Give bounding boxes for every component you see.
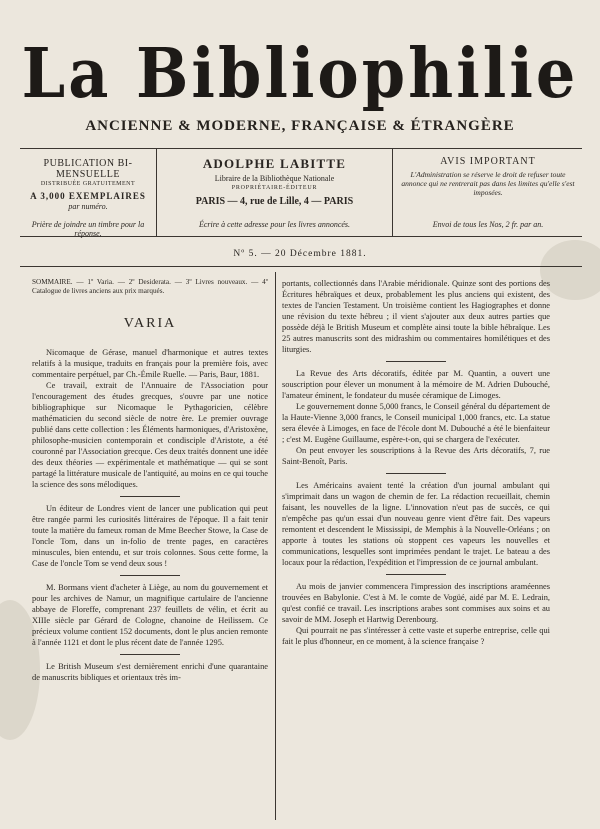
- print-run-line: A 3,000 EXEMPLAIRES: [30, 191, 146, 201]
- section-heading: VARIA: [123, 316, 177, 331]
- left-column: [32, 278, 268, 683]
- header-center-box: [157, 156, 392, 234]
- publication-line: PUBLICATION BI-MENSUELLE: [43, 158, 133, 180]
- subscription-note: Envoi de tous les Nos, 2 fr. par an.: [432, 220, 544, 229]
- header-left-box: [20, 158, 156, 238]
- article-paragraph: portants, collectionnés dans l'Arabie méridionale. Quinze sont des portions des Écritures hébraïques et deux, probablement les plus anciens qui existent, des textes de l'ancien Testament. Un troisième contient les Hagiographes et donne une révision du texte hébreu ; il vient s'ajouter aux deux autres parties que possède déjà le British Museum et complète ainsi toute la bible hébraïque. Les 25 autres manuscrits sont des midrashim ou commentaires homilétiques et des liturgies.: [282, 279, 550, 354]
- article-separator: [120, 575, 180, 576]
- right-column: [282, 278, 550, 647]
- column-divider: [275, 272, 276, 820]
- article-paragraph: Le British Museum s'est dernièrement enrichi d'une quarantaine de manuscrits bibliques et orientaux très im-: [32, 662, 268, 682]
- publisher-role: PROPRIÉTAIRE-ÉDITEUR: [231, 185, 318, 191]
- masthead-title: La Bibliophilie: [21, 33, 579, 114]
- publisher-name: ADOLPHE LABITTE: [202, 156, 347, 171]
- article-separator: [386, 574, 446, 575]
- left-footer-note: Prière de joindre un timbre pour la réponse.: [31, 220, 145, 238]
- article-separator: [386, 361, 446, 362]
- article-paragraph: Nicomaque de Gérase, manuel d'harmonique et autres textes relatifs à la musique, traduits en français pour la première fois, avec commentaire perpétuel, par Ch.-Émile Ruelle. — Paris, Baur, 1881.: [32, 348, 268, 379]
- article-paragraph: Les Américains avaient tenté la création d'un journal ambulant qui s'imprimait dans un wagon de chemin de fer. La rédaction recueillait, chemin faisant, les nouvelles de la ligne. L'innovation n'eut pas de succès, ce qui n'empêche pas qu'un essai d'un nouveau genre vient d'être fait. Des vapeurs remontent et descendent le Mississipi, de Memphis à la Nouvelle-Orléans ; on apporte à toutes les stations où stoppent ces vapeurs les nouvelles et communications, lesquelles sont imprimées pendant le trajet. Le bateau a des locaux pour la rédaction, l'expédition et l'impression de ce journal ambulant.: [282, 481, 550, 567]
- article-paragraph: Ce travail, extrait de l'Annuaire de l'Association pour l'encouragement des études grecques, s'ouvre par une notice bibliographique sur Nicomaque le Pythagoricien, célèbre mathématicien du second siècle de notre ère. Le premier ouvrage publié dans cette collection : les Éléments harmoniques, d'Aristoxène, philosophe-musicien contemporain et condisciple d'Aristote, a été couronné par l'Association grecque. Ces deux traités donnent une idée des deux théories — expérimentale et mathématique — qui se sont partagé la littérature musicale de l'antiquité, au moins en ce qui touche la science des sons mélodiques.: [32, 381, 268, 489]
- publisher-title: Libraire de la Bibliothèque Nationale: [214, 174, 335, 183]
- center-footer-note: Écrire à cette adresse pour les livres annoncés.: [198, 220, 351, 229]
- issue-rule: [20, 266, 582, 267]
- summary: SOMMAIRE. — 1º Varia. — 2º Desiderata. — 3º Livres nouveaux. — 4º Catalogue de livres anciens aux prix marqués.: [32, 278, 268, 295]
- article-paragraph: Qui pourrait ne pas s'intéresser à cette vaste et superbe entreprise, celle qui fait le plus d'honneur, en ce moment, à la science française ?: [282, 626, 550, 646]
- article-separator: [386, 473, 446, 474]
- article-paragraph: Un éditeur de Londres vient de lancer une publication qui peut être rangée parmi les curiosités littéraires de l'époque. Il a fait tenir toute la matière du fameux roman de Mme Beecher Stowe, la Case de l'oncle Tom, dans un in-folio de trente pages, en caractères minuscules, bien entendu, et sur trois colonnes. Sous cette forme, la Case de l'oncle Tom se vend deux sous !: [32, 504, 268, 568]
- article-separator: [120, 654, 180, 655]
- notice-text: L'Administration se réserve le droit de refuser toute annonce qui ne rentrerait pas dans les limites qu'elle s'est imposées.: [401, 170, 575, 197]
- article-paragraph: Le gouvernement donne 5,000 francs, le Conseil général du département de la Haute-Vienne 3,000 francs, le Conseil municipal 1,000 francs, etc. La statue sera élevée à Limoges, en face de l'école dont M. Dubouché a été le bienfaiteur ; c'est M. Eugène Guillaume, espère-t-on, qui se chargera de l'exécuter.: [282, 402, 550, 444]
- notice-title: AVIS IMPORTANT: [440, 156, 536, 167]
- article-separator: [120, 496, 180, 497]
- article-paragraph: On peut envoyer les souscriptions à la Revue des Arts décoratifs, 7, rue Saint-Benoît, Paris.: [282, 446, 550, 466]
- article-paragraph: La Revue des Arts décoratifs, éditée par M. Quantin, a ouvert une souscription pour élever un monument à la mémoire de M. Adrien Dubouché, l'amateur éminent, le fondateur du musée céramique de Limoges.: [282, 369, 550, 400]
- article-paragraph: M. Bormans vient d'acheter à Liège, au nom du gouvernement et pour les archives de Namur, un magnifique cartulaire de l'ancienne abbaye de Floreffe, comprenant 237 feuillets de vélin, et écrit au XIIIe siècle par Gérard de Cologne, chanoine de Heilissem. Ce précieux volume contient 152 documents, dont le plus ancien remonte à l'année 1121 et dont le plus récent date de l'année 1295.: [32, 583, 268, 647]
- per-issue-line: par numéro.: [68, 202, 108, 211]
- masthead-subtitle: ANCIENNE & MODERNE, FRANÇAISE & ÉTRANGÈRE: [85, 118, 515, 134]
- header-top-rule: [20, 148, 582, 149]
- masthead: [20, 33, 580, 114]
- publisher-address: PARIS — 4, rue de Lille, 4 — PARIS: [195, 196, 354, 207]
- article-paragraph: Au mois de janvier commencera l'impression des inscriptions araméennes trouvées en Babylonie. C'est à M. le comte de Vogüé, aidé par M. E. Ledrain, qu'est confié ce travail. Les inscriptions arabes sont commises aux soins et au savoir de MM. Joseph et Hartwig Derenbourg.: [282, 582, 550, 624]
- issue-line: Nº 5. — 20 Décembre 1881.: [233, 249, 367, 259]
- distribution-line: DISTRIBUÉE GRATUITEMENT: [40, 181, 136, 187]
- header-right-box: [393, 156, 583, 234]
